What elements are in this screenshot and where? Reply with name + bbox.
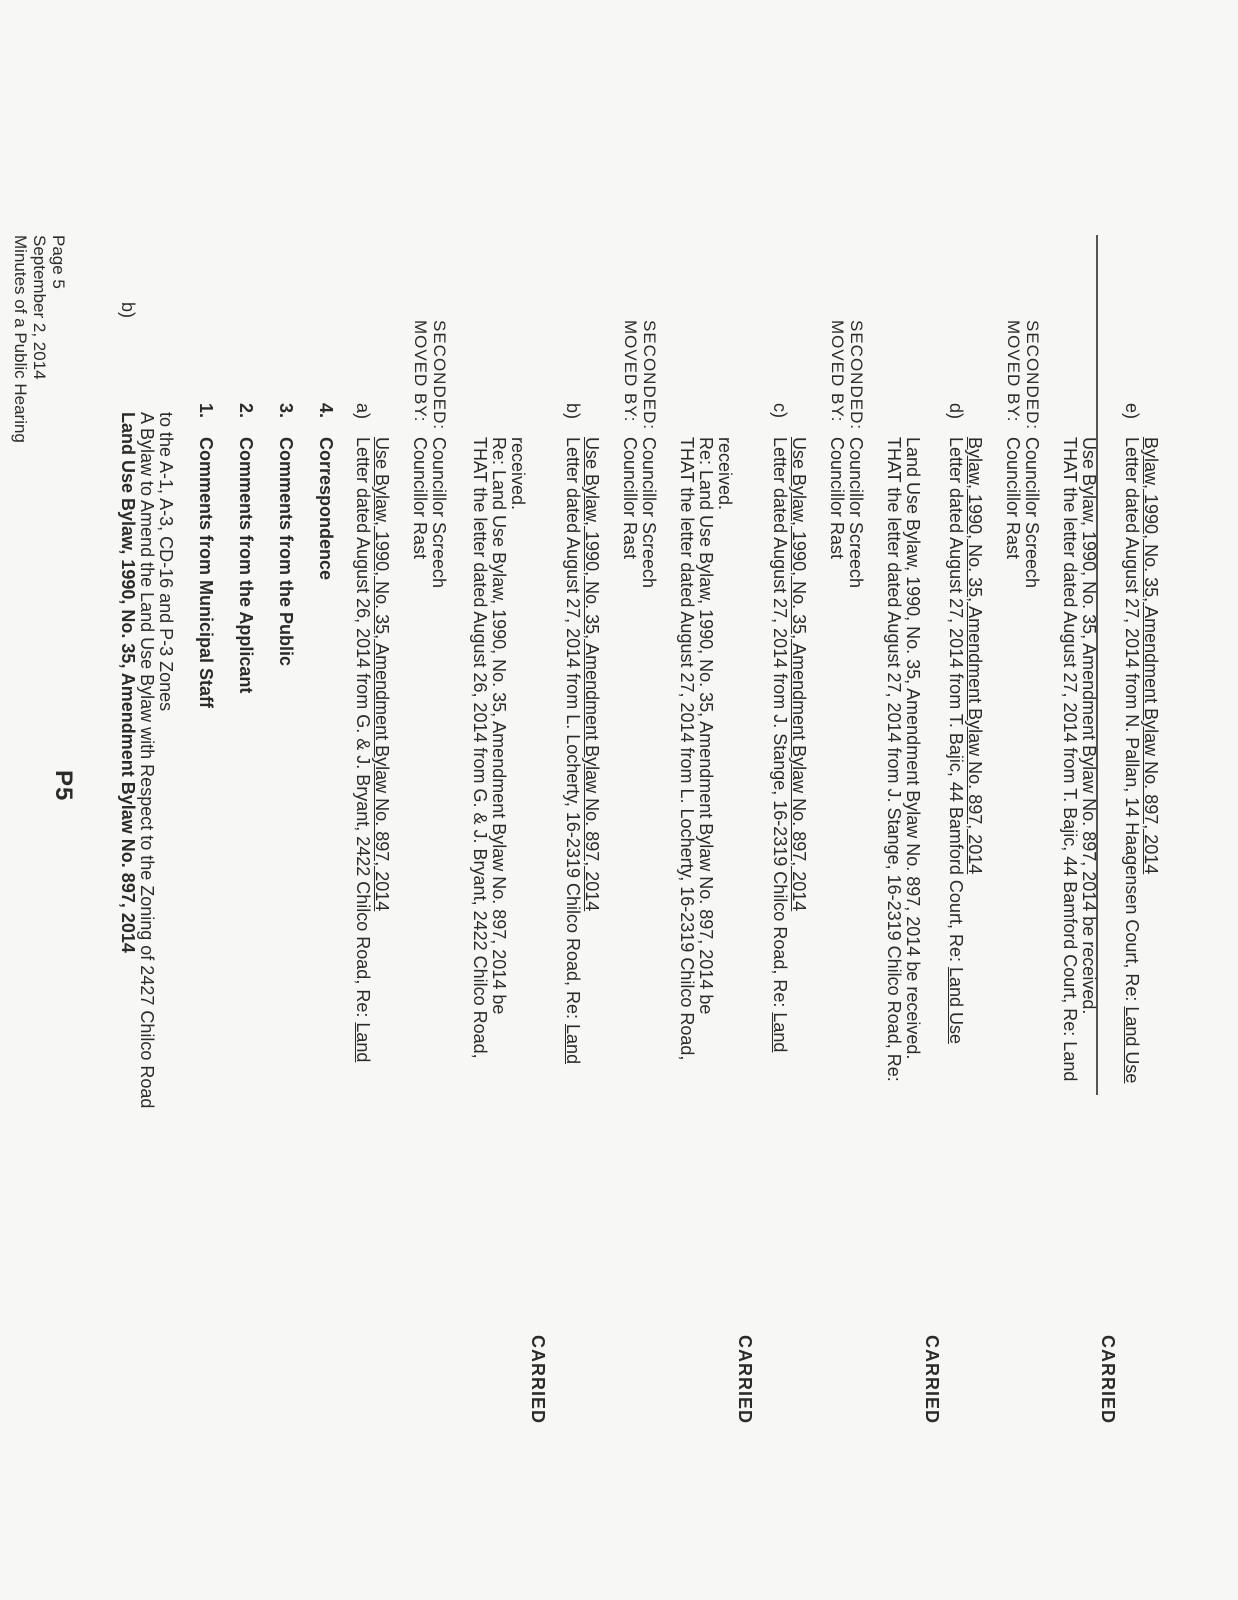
correspondence-line: Letter dated August 27, 2014 from L. Locherty, 16-2319 Chilco Road, Re: Land xyxy=(563,437,583,1065)
correspondence-line: Use Bylaw, 1990, No. 35, Amendment Bylaw No. 897, 2014 xyxy=(582,437,602,912)
correspondence-letter: d) xyxy=(946,403,966,420)
seconded-label: SECONDED: xyxy=(640,320,659,431)
correspondence-letter: b) xyxy=(563,403,583,420)
seconded-name: Councillor Screech xyxy=(429,437,449,589)
correspondence-line: Letter dated August 27, 2014 from T. Bajic, 44 Bamford Court, Re: Land Use xyxy=(946,437,966,1045)
correspondence-line: Use Bylaw, 1990, No. 35, Amendment Bylaw No. 897, 2014 xyxy=(372,437,392,912)
carried-label: CARRIED xyxy=(735,1335,755,1425)
motion-text: THAT the letter dated August 27, 2014 from T. Bajic, 44 Bamford Court, Re: Land xyxy=(1060,437,1080,1082)
moved-by-name: Councillor Rast xyxy=(410,437,430,560)
seconded-label: SECONDED: xyxy=(1023,320,1042,431)
motion-text: Land Use Bylaw, 1990, No. 35, Amendment Bylaw No. 897, 2014 be received. xyxy=(903,437,923,1060)
moved-by-name: Councillor Rast xyxy=(1003,437,1023,560)
correspondence-line: Bylaw, 1990, No. 35, Amendment Bylaw No. 897, 2014 xyxy=(965,437,985,875)
seconded-label: SECONDED: xyxy=(847,320,866,431)
section-heading: Correspondence xyxy=(316,437,336,581)
correspondence-line: Letter dated August 27, 2014 from J. Stange, 16-2319 Chilco Road, Re: Land xyxy=(770,437,790,1053)
carried-label: CARRIED xyxy=(528,1335,548,1425)
page-code: P5 xyxy=(50,770,77,802)
correspondence-letter: a) xyxy=(353,403,373,420)
section-heading: Comments from Municipal Staff xyxy=(196,437,216,709)
header-page: Page 5 xyxy=(49,235,68,289)
moved-by-label: MOVED BY: xyxy=(411,320,430,423)
correspondence-letter: e) xyxy=(1122,403,1142,420)
item-letter: b) xyxy=(118,302,138,319)
section-number: 2. xyxy=(236,403,256,419)
motion-text: received. xyxy=(715,437,735,511)
section-number: 3. xyxy=(276,403,296,419)
section-number: 4. xyxy=(316,403,336,419)
motion-text: THAT the letter dated August 27, 2014 from L. Locherty, 16-2319 Chilco Road, xyxy=(677,437,697,1061)
seconded-name: Councillor Screech xyxy=(1022,437,1042,589)
moved-by-label: MOVED BY: xyxy=(828,320,847,423)
correspondence-line: Use Bylaw, 1990, No. 35, Amendment Bylaw No. 897, 2014 xyxy=(789,437,809,912)
motion-text: THAT the letter dated August 26, 2014 from G. & J. Bryant, 2422 Chilco Road, xyxy=(470,437,490,1059)
item-description: to the A-1, A-3, CD-16 and P-3 Zones xyxy=(156,412,176,712)
seconded-name: Councillor Screech xyxy=(846,437,866,589)
motion-text: Re: Land Use Bylaw, 1990, No. 35, Amendment Bylaw No. 897, 2014 be xyxy=(489,437,509,1015)
item-description: A Bylaw to Amend the Land Use Bylaw with Respect to the Zoning of 2427 Chilco Road xyxy=(137,412,157,1109)
carried-label: CARRIED xyxy=(922,1335,942,1425)
correspondence-line: Letter dated August 27, 2014 from N. Pallan, 14 Haagensen Court, Re: Land Use xyxy=(1122,437,1142,1084)
correspondence-line: Letter dated August 26, 2014 from G. & J. Bryant, 2422 Chilco Road, Re: Land xyxy=(353,437,373,1063)
seconded-name: Councillor Screech xyxy=(639,437,659,589)
correspondence-letter: c) xyxy=(770,403,790,418)
seconded-label: SECONDED: xyxy=(430,320,449,431)
motion-text: THAT the letter dated August 27, 2014 from J. Stange, 16-2319 Chilco Road, Re: xyxy=(884,437,904,1082)
section-heading: Comments from the Applicant xyxy=(236,437,256,694)
motion-text: Use Bylaw, 1990, No. 35, Amendment Bylaw No. 897, 2014 be received. xyxy=(1079,437,1099,1015)
moved-by-name: Councillor Rast xyxy=(620,437,640,560)
carried-label: CARRIED xyxy=(1098,1335,1118,1425)
section-number: 1. xyxy=(196,403,216,419)
header-title: Minutes of a Public Hearing xyxy=(11,235,30,443)
moved-by-label: MOVED BY: xyxy=(621,320,640,423)
motion-text: Re: Land Use Bylaw, 1990, No. 35, Amendment Bylaw No. 897, 2014 be xyxy=(696,437,716,1015)
item-title: Land Use Bylaw, 1990, No. 35, Amendment Bylaw No. 897, 2014 xyxy=(118,412,138,953)
correspondence-line: Bylaw, 1990, No. 35, Amendment Bylaw No. 897, 2014 xyxy=(1141,437,1161,875)
moved-by-label: MOVED BY: xyxy=(1004,320,1023,423)
motion-text: received. xyxy=(508,437,528,511)
header-date: September 2, 2014 xyxy=(30,235,49,380)
section-heading: Comments from the Public xyxy=(276,437,296,667)
moved-by-name: Councillor Rast xyxy=(827,437,847,560)
